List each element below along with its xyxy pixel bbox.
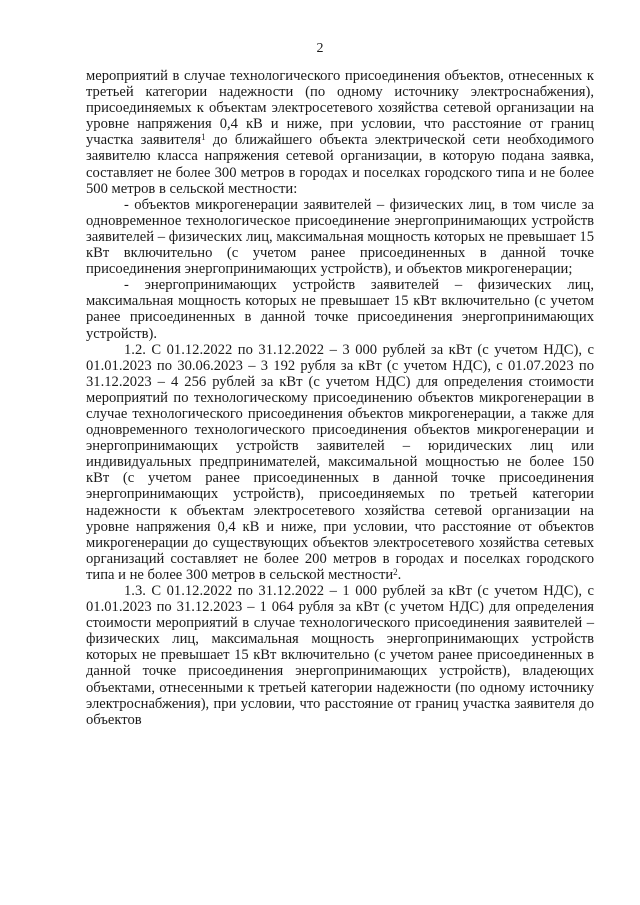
paragraph-text: - объектов микрогенерации заявителей – физических лиц, в том числе за одновременное технологическое присоединение энергопринимающих устройств заявителей – физических лиц, максимальная мощность которых не превышает 15 кВт включительно (с учетом ранее присоединенных в данной точке присоединения энергопринимающих устройств), и объектов микрогенерации; <box>86 196 594 278</box>
paragraph-text: 1.2. С 01.12.2022 по 31.12.2022 – 3 000 рублей за кВт (с учетом НДС), с 01.01.2023 по 30.06.2023 – 3 192 рубля за кВт (с учетом НДС), с 01.07.2023 по 31.12.2023 – 4 256 рублей за кВт (с учетом НДС) для определения стоимости мероприятий по технологическому присоединению объектов микрогенерации в случае технологического присоединения объектов микрогенерации, а также для одновременного технологического присоединения объектов микрогенерации и энергопринимающих устройств заявителей – юридических лиц или индивидуальных предпринимателей, максимальной мощностью не более 150 кВт (с учетом ранее присоединенных в данной точке присоединения энергопринимающих устройств), присоединяемых по третьей категории надежности к объектам электросетевого хозяйства сетевой организации на уровне напряжения 0,4 кВ и ниже, при условии, что расстояние от объектов микрогенерации до существующих объектов электросетевого хозяйства сетевых организаций составляет не более 200 метров в городах и поселках городского типа и не более 300 метров в сельской местности <box>86 341 594 583</box>
paragraph-text: 1.3. С 01.12.2022 по 31.12.2022 – 1 000 рублей за кВт (с учетом НДС), с 01.01.2023 по 31.12.2023 – 1 064 рубля за кВт (с учетом НДС) для определения стоимости мероприятий в случае технологического присоединения заявителей – физических лиц, максимальная мощность энергопринимающих устройств которых не превышает 15 кВт включительно (с учетом ранее присоединенных в данной точке присоединения энергопринимающих устройств), владеющих объектами, отнесенными к третьей категории надежности (по одному источнику электроснабжения), при условии, что расстояние от границ участка заявителя до объектов <box>86 583 594 728</box>
paragraph-text-cont: до ближайшего объекта электрической сети необходимого заявителю класса напряжения сетевой организации, в которую подана заявка, составляет не более 300 метров в городах и поселках городского типа и не более 500 метров в сельской местности: <box>86 132 594 197</box>
paragraph-text-cont: . <box>397 566 402 583</box>
paragraph-microgeneration <box>86 197 594 277</box>
paragraph-1-2 <box>86 342 594 583</box>
page-number: 2 <box>316 41 324 56</box>
paragraph-text: - энергопринимающих устройств заявителей – физических лиц, максимальная мощность которых не превышает 15 кВт включительно (с учетом ранее присоединенных в данной точке присоединения энергопринимающих устройств). <box>86 277 594 342</box>
footnote-ref: 2 <box>393 566 398 577</box>
paragraph-text: мероприятий в случае технологического присоединения объектов, отнесенных к третьей категории надежности (по одному источнику электроснабжения), присоединяемых к объектам электросетевого хозяйства сетевой организации на уровне напряжения 0,4 кВ и ниже, при условии, что расстояние от границ участка заявителя <box>86 68 594 149</box>
paragraph-intro <box>86 68 594 197</box>
footnote-ref: 1 <box>201 132 206 143</box>
document-body <box>86 68 594 728</box>
paragraph-energy-devices <box>86 277 594 341</box>
paragraph-1-3 <box>86 583 594 728</box>
